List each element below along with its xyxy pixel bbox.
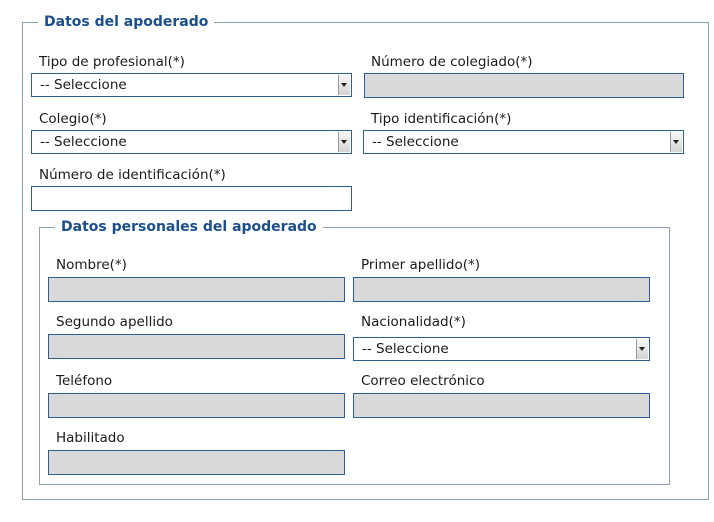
tipo-identificacion-value: -- Seleccione bbox=[372, 134, 459, 150]
apoderado-legend: Datos del apoderado bbox=[38, 13, 214, 31]
tipo-identificacion-select[interactable] bbox=[363, 130, 684, 154]
colegio-label: Colegio(*) bbox=[39, 111, 107, 127]
tipo-profesional-select[interactable] bbox=[31, 73, 352, 97]
primer-apellido-label: Primer apellido(*) bbox=[361, 257, 481, 273]
tipo-profesional-label: Tipo de profesional(*) bbox=[39, 54, 185, 70]
telefono-input[interactable] bbox=[48, 393, 345, 418]
chevron-down-icon[interactable] bbox=[338, 75, 350, 95]
numero-colegiado-input[interactable] bbox=[364, 73, 684, 98]
tipo-identificacion-label: Tipo identificación(*) bbox=[371, 111, 512, 127]
correo-label: Correo electrónico bbox=[361, 373, 485, 389]
chevron-down-icon[interactable] bbox=[338, 132, 350, 152]
segundo-apellido-input[interactable] bbox=[48, 334, 345, 359]
numero-identificacion-label: Número de identificación(*) bbox=[39, 167, 226, 183]
habilitado-input[interactable] bbox=[48, 450, 345, 475]
habilitado-label: Habilitado bbox=[56, 430, 125, 446]
nombre-label: Nombre(*) bbox=[56, 257, 127, 273]
primer-apellido-input[interactable] bbox=[353, 277, 650, 302]
numero-identificacion-input[interactable] bbox=[31, 186, 352, 211]
personal-legend: Datos personales del apoderado bbox=[55, 218, 323, 236]
correo-input[interactable] bbox=[353, 393, 650, 418]
nombre-input[interactable] bbox=[48, 277, 345, 302]
telefono-label: Teléfono bbox=[56, 373, 113, 389]
colegio-select[interactable] bbox=[31, 130, 352, 154]
tipo-profesional-value: -- Seleccione bbox=[40, 77, 127, 93]
numero-colegiado-label: Número de colegiado(*) bbox=[371, 54, 533, 70]
nacionalidad-select[interactable] bbox=[353, 337, 650, 361]
colegio-value: -- Seleccione bbox=[40, 134, 127, 150]
chevron-down-icon[interactable] bbox=[670, 132, 682, 152]
nacionalidad-value: -- Seleccione bbox=[362, 341, 449, 357]
segundo-apellido-label: Segundo apellido bbox=[56, 314, 173, 330]
nacionalidad-label: Nacionalidad(*) bbox=[361, 314, 466, 330]
chevron-down-icon[interactable] bbox=[636, 339, 648, 359]
